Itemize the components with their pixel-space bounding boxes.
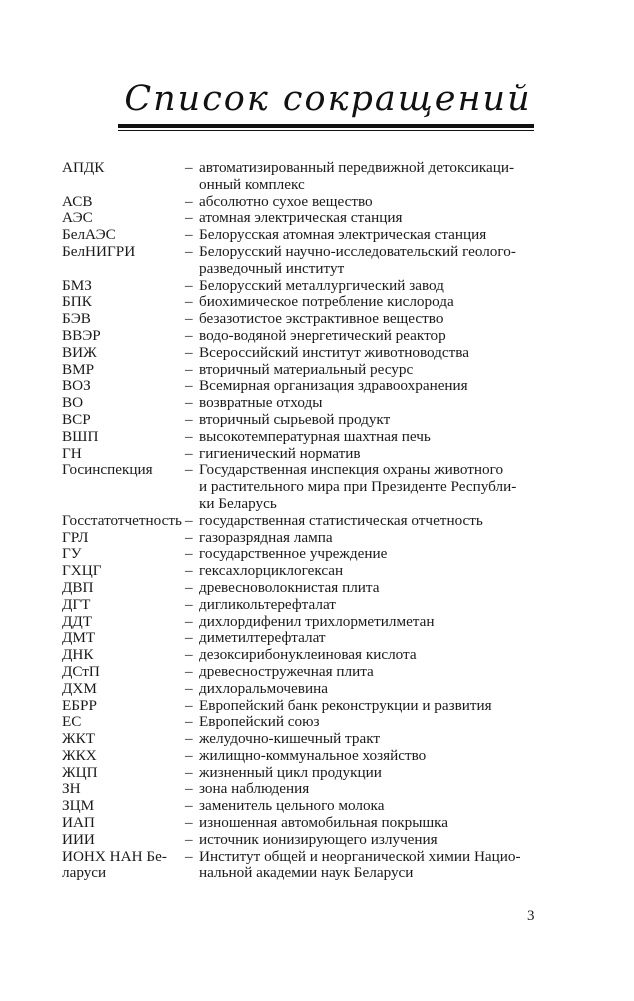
abbreviation-entry xyxy=(62,815,542,832)
abbreviation-definition: вторичный материальный ресурс xyxy=(199,360,414,378)
abbreviation-term: ИОНХ НАН Бе- ларуси xyxy=(62,847,167,882)
abbreviation-term: Госинспекция xyxy=(62,461,153,479)
entry-dash: – xyxy=(185,394,193,412)
title-rule-thin xyxy=(118,130,534,131)
abbreviation-term: ВМР xyxy=(62,360,95,378)
abbreviation-entry xyxy=(62,630,542,647)
entry-dash: – xyxy=(185,343,193,361)
entry-dash: – xyxy=(185,814,193,832)
entry-dash: – xyxy=(185,226,193,244)
abbreviation-entry xyxy=(62,546,542,563)
page-number: 3 xyxy=(527,908,535,924)
entry-dash: – xyxy=(185,646,193,664)
abbreviation-definition: дезоксирибонуклеиновая кислота xyxy=(199,646,417,664)
abbreviation-entry xyxy=(62,798,542,815)
entry-dash: – xyxy=(185,797,193,815)
abbreviation-term: ВШП xyxy=(62,427,99,445)
abbreviation-definition: вторичный сырьевой продукт xyxy=(199,410,391,428)
abbreviation-entry xyxy=(62,781,542,798)
abbreviation-definition: государственная статистическая отчетность xyxy=(199,511,483,529)
abbreviation-entry xyxy=(62,513,542,530)
abbreviation-definition: заменитель цельного молока xyxy=(199,797,385,815)
abbreviation-definition: древесноволокнистая плита xyxy=(199,578,380,596)
abbreviation-definition: атомная электрическая станция xyxy=(199,209,403,227)
abbreviation-entry xyxy=(62,294,542,311)
entry-dash: – xyxy=(185,847,193,865)
entry-dash: – xyxy=(185,326,193,344)
abbreviation-term: АПДК xyxy=(62,159,105,176)
abbreviation-entry xyxy=(62,614,542,631)
entry-dash: – xyxy=(185,662,193,680)
entry-dash: – xyxy=(185,629,193,647)
entry-dash: – xyxy=(185,730,193,748)
abbreviation-definition: возвратные отходы xyxy=(199,394,323,412)
abbreviation-term: ЗЦМ xyxy=(62,797,95,815)
abbreviation-definition: автоматизированный передвижной детоксикаци- онный комплекс xyxy=(199,159,515,193)
abbreviation-definition: Белорусская атомная электрическая станция xyxy=(199,226,487,244)
abbreviation-term: ГН xyxy=(62,444,82,462)
abbreviation-term: ВО xyxy=(62,394,84,412)
abbreviation-entry xyxy=(62,681,542,698)
entry-dash: – xyxy=(185,192,193,210)
abbreviation-term: ДДТ xyxy=(62,612,92,630)
abbreviation-term: ЕС xyxy=(62,713,82,731)
entry-dash: – xyxy=(185,293,193,311)
abbreviation-entry xyxy=(62,345,542,362)
abbreviation-term: ВИЖ xyxy=(62,343,97,361)
abbreviation-entry xyxy=(62,210,542,227)
entry-dash: – xyxy=(185,696,193,714)
abbreviation-definition: Белорусский металлургический завод xyxy=(199,276,444,294)
abbreviation-term: ЖКТ xyxy=(62,730,96,748)
abbreviation-definition: Европейский банк реконструкции и развития xyxy=(199,696,492,714)
abbreviation-entry xyxy=(62,748,542,765)
abbreviation-entry xyxy=(62,311,542,328)
abbreviation-term: ДВП xyxy=(62,578,94,596)
abbreviation-entry xyxy=(62,698,542,715)
abbreviation-term: Госстатотчетность xyxy=(62,511,182,529)
entry-dash: – xyxy=(185,159,193,176)
abbreviation-term: ИАП xyxy=(62,814,95,832)
abbreviation-term: ДСтП xyxy=(62,662,100,680)
abbreviation-entry xyxy=(62,395,542,412)
abbreviation-entry xyxy=(62,563,542,580)
entry-dash: – xyxy=(185,780,193,798)
abbreviation-term: БПК xyxy=(62,293,92,311)
entry-dash: – xyxy=(185,528,193,546)
abbreviation-definition: высокотемпературная шахтная печь xyxy=(199,427,431,445)
entry-dash: – xyxy=(185,578,193,596)
entry-dash: – xyxy=(185,679,193,697)
abbreviation-term: БелАЭС xyxy=(62,226,116,244)
abbreviation-term: ЖЦП xyxy=(62,763,98,781)
abbreviation-definition: водо-водяной энергетический реактор xyxy=(199,326,446,344)
abbreviation-entry xyxy=(62,597,542,614)
abbreviation-definition: жизненный цикл продукции xyxy=(199,763,382,781)
entry-dash: – xyxy=(185,377,193,395)
abbreviation-entry xyxy=(62,160,542,194)
abbreviation-entry xyxy=(62,227,542,244)
abbreviation-definition: безазотистое экстрактивное вещество xyxy=(199,310,444,328)
entry-dash: – xyxy=(185,360,193,378)
abbreviation-definition: Всемирная организация здравоохранения xyxy=(199,377,468,395)
entry-dash: – xyxy=(185,209,193,227)
abbreviation-definition: дихлоральмочевина xyxy=(199,679,328,697)
abbreviation-entry xyxy=(62,412,542,429)
entry-dash: – xyxy=(185,545,193,563)
abbreviation-definition: абсолютно сухое вещество xyxy=(199,192,373,210)
entry-dash: – xyxy=(185,830,193,848)
entry-dash: – xyxy=(185,713,193,731)
abbreviation-definition: газоразрядная лампа xyxy=(199,528,333,546)
abbreviation-definition: дигликольтерефталат xyxy=(199,595,336,613)
abbreviation-definition: Государственная инспекция охраны животного и растительного мира при Президенте Республи- ки Беларусь xyxy=(199,461,517,512)
entry-dash: – xyxy=(185,763,193,781)
abbreviation-entry xyxy=(62,832,542,849)
abbreviation-definition: Европейский союз xyxy=(199,713,320,731)
abbreviation-entry xyxy=(62,530,542,547)
abbreviation-definition: изношенная автомобильная покрышка xyxy=(199,814,449,832)
abbreviation-definition: Институт общей и неорганической химии Нацио- нальной академии наук Беларуси xyxy=(199,847,521,882)
abbreviation-term: ДХМ xyxy=(62,679,97,697)
entry-dash: – xyxy=(185,746,193,764)
title-rule-thick xyxy=(118,124,534,128)
abbreviation-entry xyxy=(62,446,542,463)
abbreviation-definition: Всероссийский институт животноводства xyxy=(199,343,469,361)
page-title: Список сокращений xyxy=(124,79,532,119)
entry-dash: – xyxy=(185,310,193,328)
abbreviation-term: ГХЦГ xyxy=(62,562,102,580)
entry-dash: – xyxy=(185,562,193,580)
abbreviation-entry xyxy=(62,194,542,211)
entry-dash: – xyxy=(185,511,193,529)
abbreviation-term: БМЗ xyxy=(62,276,92,294)
abbreviation-definition: гигиенический норматив xyxy=(199,444,361,462)
abbreviation-definition: диметилтерефталат xyxy=(199,629,326,647)
abbreviation-term: ИИИ xyxy=(62,830,95,848)
abbreviation-term: ДМТ xyxy=(62,629,96,647)
abbreviation-term: ГУ xyxy=(62,545,82,563)
abbreviation-entry xyxy=(62,328,542,345)
abbreviation-term: ВВЭР xyxy=(62,326,101,344)
abbreviation-definition: государственное учреждение xyxy=(199,545,388,563)
abbreviation-entry xyxy=(62,849,542,883)
abbreviation-entry xyxy=(62,647,542,664)
abbreviation-term: АЭС xyxy=(62,209,93,227)
abbreviation-term: ГРЛ xyxy=(62,528,89,546)
abbreviation-definition: древесностружечная плита xyxy=(199,662,374,680)
abbreviation-term: ВСР xyxy=(62,410,91,428)
abbreviation-term: ЕБРР xyxy=(62,696,97,714)
entry-dash: – xyxy=(185,612,193,630)
abbreviation-entry xyxy=(62,714,542,731)
abbreviation-term: ДГТ xyxy=(62,595,91,613)
abbreviation-term: ЖКХ xyxy=(62,746,97,764)
entry-dash: – xyxy=(185,276,193,294)
abbreviation-term: ЗН xyxy=(62,780,81,798)
abbreviation-entry xyxy=(62,362,542,379)
abbreviation-entry xyxy=(62,765,542,782)
abbreviation-definition: жилищно-коммунальное хозяйство xyxy=(199,746,427,764)
entry-dash: – xyxy=(185,242,193,260)
abbreviation-definition: зона наблюдения xyxy=(199,780,310,798)
abbreviation-entry xyxy=(62,462,542,512)
entry-dash: – xyxy=(185,410,193,428)
abbreviation-entry xyxy=(62,731,542,748)
abbreviation-definition: гексахлорциклогексан xyxy=(199,562,344,580)
entry-dash: – xyxy=(185,444,193,462)
abbreviation-definition: биохимическое потребление кислорода xyxy=(199,293,454,311)
entry-dash: – xyxy=(185,427,193,445)
abbreviation-entry xyxy=(62,278,542,295)
abbreviation-entry xyxy=(62,244,542,278)
abbreviation-definition: Белорусский научно-исследовательский геолого- разведочный институт xyxy=(199,242,516,277)
abbreviation-entry xyxy=(62,378,542,395)
abbreviation-term: ДНК xyxy=(62,646,94,664)
entry-dash: – xyxy=(185,595,193,613)
abbreviation-entry xyxy=(62,429,542,446)
abbreviation-list xyxy=(62,160,542,882)
abbreviation-definition: желудочно-кишечный тракт xyxy=(199,730,381,748)
abbreviation-definition: дихлордифенил трихлорметилметан xyxy=(199,612,435,630)
entry-dash: – xyxy=(185,461,193,479)
abbreviation-definition: источник ионизирующего излучения xyxy=(199,830,438,848)
abbreviation-term: АСВ xyxy=(62,192,93,210)
abbreviation-term: БЭВ xyxy=(62,310,91,328)
abbreviation-entry xyxy=(62,580,542,597)
abbreviation-entry xyxy=(62,664,542,681)
abbreviation-term: БелНИГРИ xyxy=(62,242,136,260)
abbreviation-term: ВОЗ xyxy=(62,377,91,395)
